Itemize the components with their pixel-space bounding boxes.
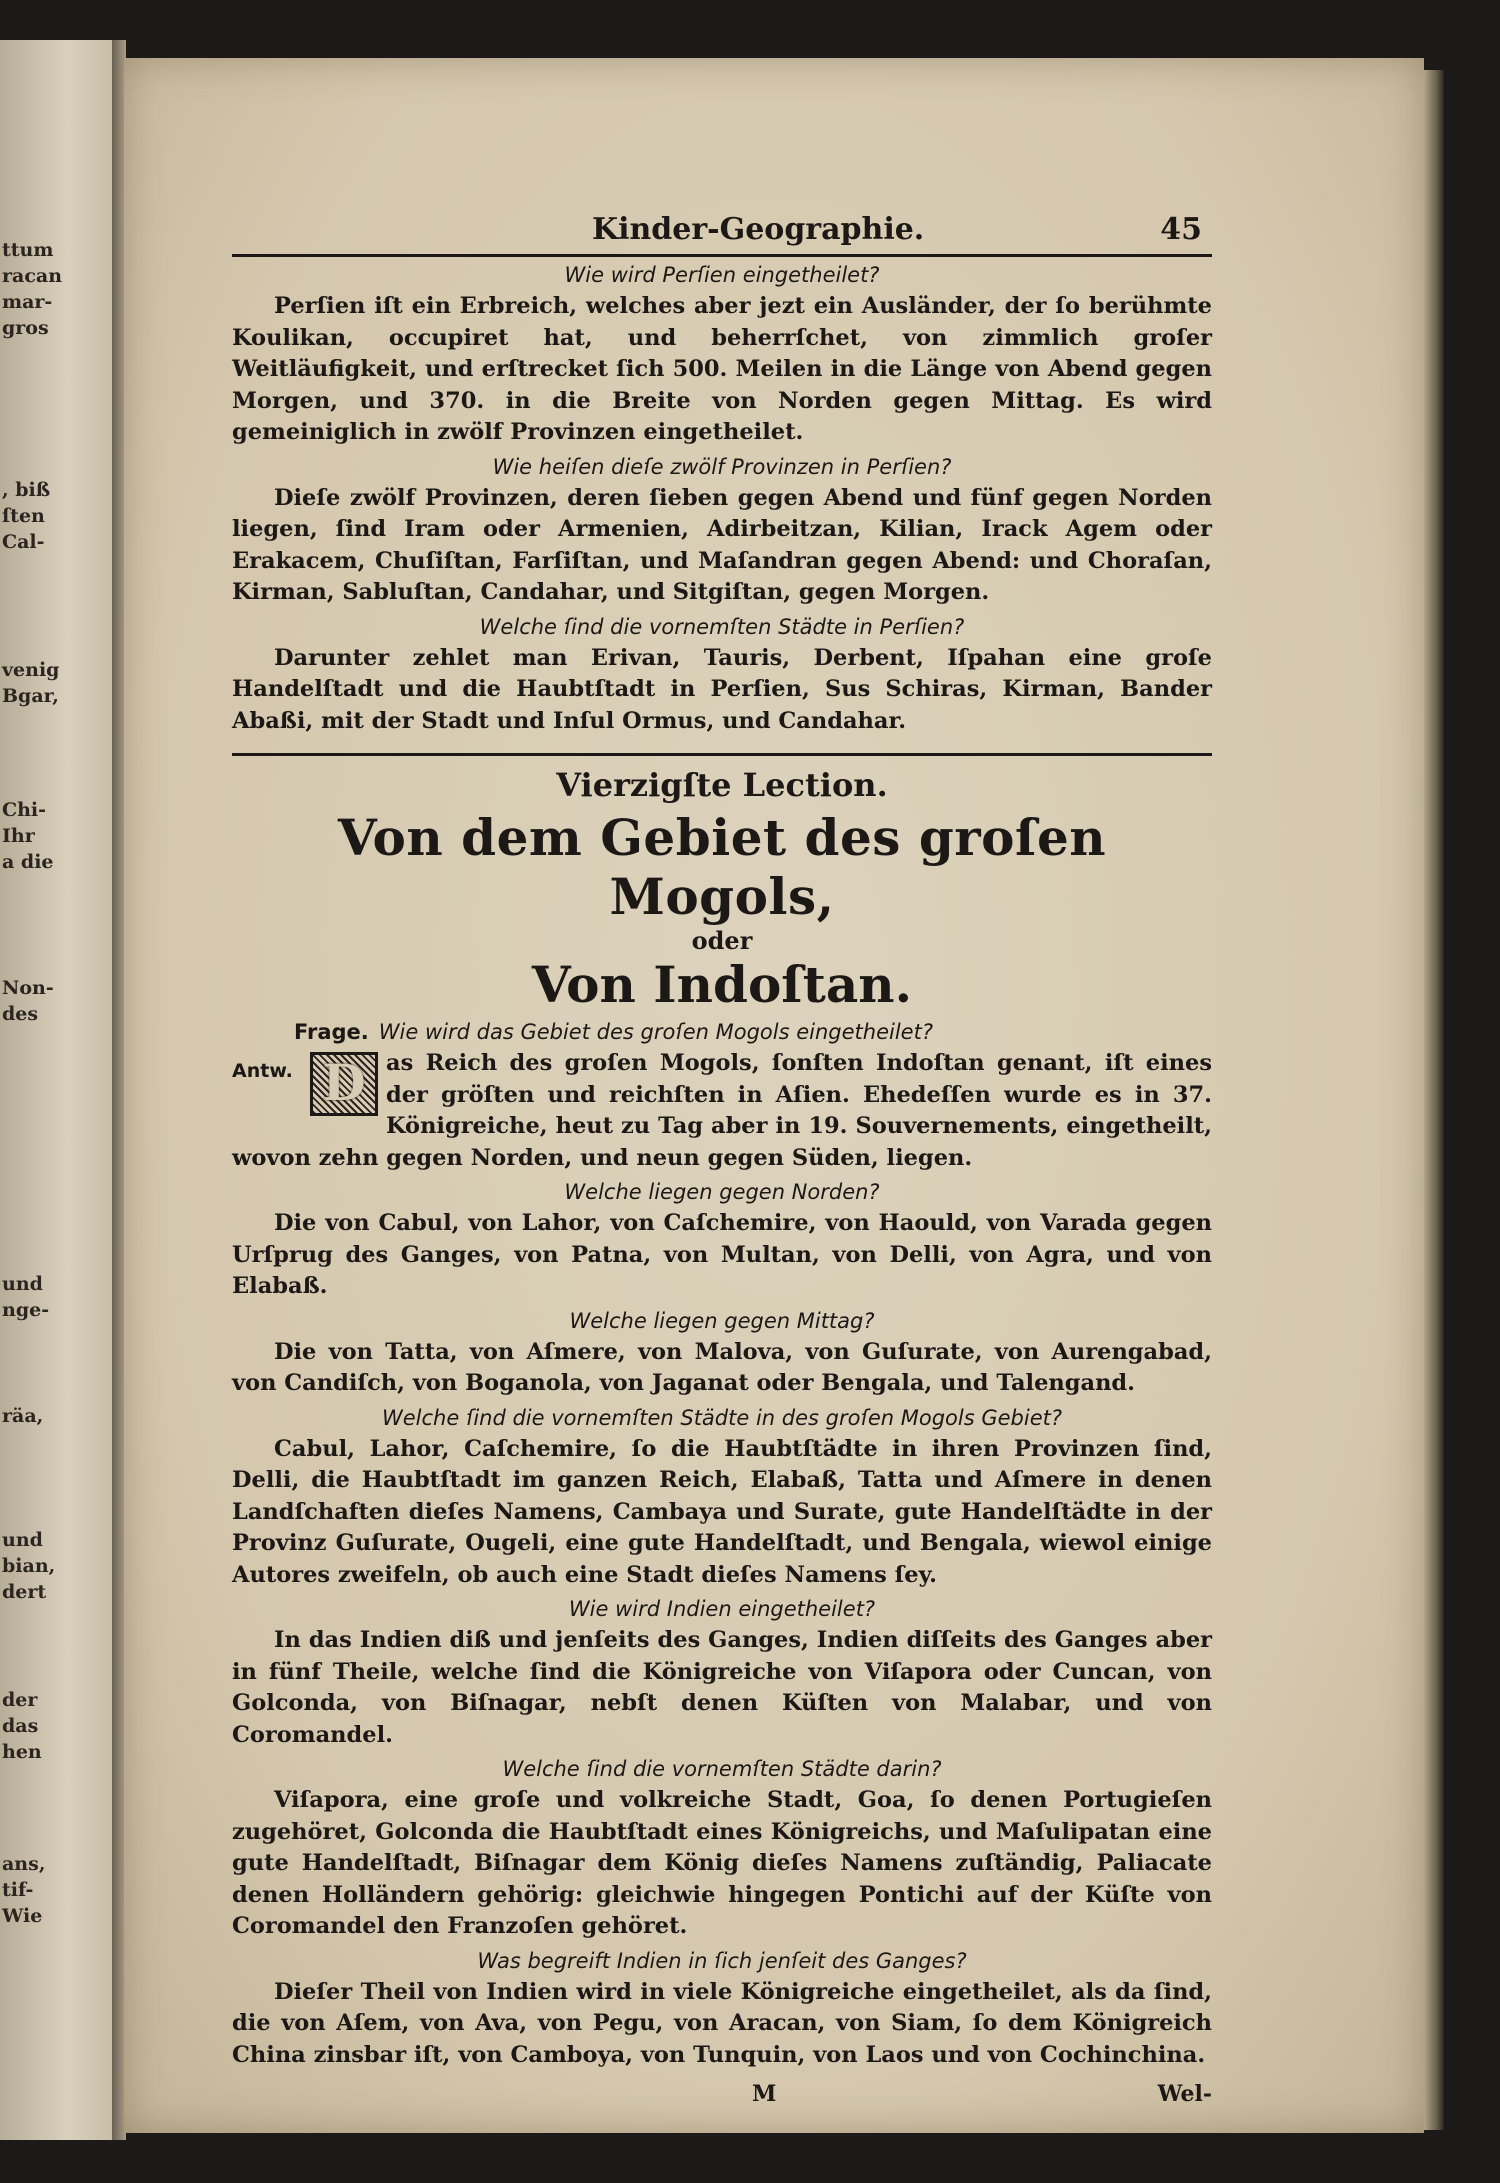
left-fragment: racan xyxy=(2,265,63,287)
question: Wie wird Indien eingetheilet? xyxy=(568,1597,876,1621)
signature-mark: M xyxy=(752,2081,777,2107)
question: Welche liegen gegen Mittag? xyxy=(569,1308,875,1333)
left-fragment: dert xyxy=(2,1581,47,1603)
left-fragment: venig xyxy=(2,659,60,681)
section-rule xyxy=(232,753,1212,756)
answer: Darunter zehlet man Erivan, Tauris, Derbent, Iſpahan eine groſe Handelſtadt und die Haubtſtadt in Perſien, Sus Schiras, Kirman, Bander Abaßi, mit der Stadt und Inſul Ormus, und Candahar. xyxy=(232,644,1212,734)
first-question xyxy=(294,1020,1212,1044)
lesson-title: Von dem Gebiet des groſen Mogols, xyxy=(337,808,1107,926)
question: Was begreift Indien in ſich jenſeit des Ganges? xyxy=(477,1948,967,1973)
left-fragment: das xyxy=(2,1715,39,1737)
decorated-initial: D xyxy=(310,1052,378,1116)
left-fragment: und xyxy=(2,1273,43,1295)
left-fragment: ſten xyxy=(2,505,45,527)
left-fragment: a die xyxy=(2,851,54,873)
text-block xyxy=(232,210,1212,2121)
page-number: 45 xyxy=(1160,212,1202,247)
left-fragment: der xyxy=(2,1689,38,1711)
running-head xyxy=(232,210,1212,257)
left-fragment: und xyxy=(2,1529,43,1551)
left-fragment: hen xyxy=(2,1741,42,1763)
left-fragment: , biß xyxy=(2,479,51,501)
first-answer xyxy=(232,1048,1212,1174)
left-fragment: Bgar, xyxy=(2,685,59,707)
book-edge xyxy=(1424,70,1444,2130)
left-fragment: räa, xyxy=(2,1405,44,1427)
answer: In das Indien diß und jenſeits des Ganges, Indien diſſeits des Ganges aber in fünf Theile, welche ſind die Königreiche von Viſapora oder Cuncan, von Golconda, von Biſnagar, nebſt denen Küſten von Malabar, und von Coromandel. xyxy=(232,1627,1212,1748)
left-page xyxy=(0,40,114,2140)
answer: Cabul, Lahor, Caſchemire, ſo die Haubtſtädte in ihren Provinzen ſind, Delli, die Haubtſtadt im ganzen Reich, Elabaß, Tatta und Aſmere in denen Landſchaften dieſes Namens, Cambaya und Surate, gute Handelſtädte in der Provinz Guſurate, Ougeli, eine gute Handelſtadt, und Bengala, wiewol einige Autores zweifeln, ob auch eine Stadt dieſes Namens ſey. xyxy=(232,1435,1212,1588)
question: Welche liegen gegen Norden? xyxy=(564,1180,880,1204)
left-fragment: nge- xyxy=(2,1299,50,1321)
answer: Dieſe zwölf Provinzen, deren ſieben gegen Abend und fünf gegen Norden liegen, ſind Iram oder Armenien, Adirbeitzan, Kilian, Irack Agem oder Erakacem, Chuſiſtan, Farſiſtan, und Maſandran gegen Abend: und Choraſan, Kirman, Sabluſtan, Candahar, und Sitgiſtan, gegen Morgen. xyxy=(232,484,1212,605)
left-fragment: tif- xyxy=(2,1879,34,1901)
left-fragment: Wie xyxy=(2,1905,43,1927)
left-fragment: Chi- xyxy=(2,799,47,821)
left-fragment: Cal- xyxy=(2,531,45,553)
lesson-number: Vierzigſte Lection. xyxy=(556,766,888,804)
question: Welche ſind die vornemſten Städte darin? xyxy=(502,1757,942,1781)
running-head-title: Kinder-Geographie. xyxy=(592,212,925,247)
left-fragment: gros xyxy=(2,317,49,339)
page-footer xyxy=(232,2081,1212,2121)
question: Welche ſind die vornemſten Städte in Perſien? xyxy=(479,614,965,639)
answer: Perſien iſt ein Erbreich, welches aber jezt ein Ausländer, der ſo berühmte Koulikan, occupiret hat, und beherrſchet, von zimmlich groſer Weitläufigkeit, und erſtrecket ſich 500. Meilen in die Länge von Abend gegen Morgen, und 370. in die Breite von Norden gegen Mittag. Es wird gemeiniglich in zwölf Provinzen eingetheilet. xyxy=(232,293,1212,445)
answer: Viſapora, eine groſe und volkreiche Stadt, Goa, ſo denen Portugieſen zugehöret, Golconda die Haubtſtadt eines Königreichs, und Maſulipatan eine gute Handelſtadt, Biſnagar dem König dieſes Namens zuſtändig, Paliacate denen Holländern gehörig: gleichwie hingegen Pontichi auf der Küſte von Coromandel den Franzoſen gehöret. xyxy=(232,1787,1212,1939)
antw-label: Antw. xyxy=(232,1060,293,1082)
lesson-subtitle: Von Indoſtan. xyxy=(531,955,913,1014)
left-fragment: bian, xyxy=(2,1555,56,1577)
left-fragment: mar- xyxy=(2,291,53,313)
question: Welche ſind die vornemſten Städte in des groſen Mogols Gebiet? xyxy=(381,1405,1063,1430)
question: Wie heiſen dieſe zwölf Provinzen in Perſien? xyxy=(492,454,952,479)
question: Wie wird Perſien eingetheilet? xyxy=(564,263,880,287)
answer: Die von Cabul, von Lahor, von Caſchemire, von Haould, von Varada gegen Urſprug des Ganges, von Patna, von Multan, von Delli, von Agra, und von Elabaß. xyxy=(232,1210,1212,1299)
frage-label: Frage. xyxy=(294,1020,369,1044)
left-fragment: ttum xyxy=(2,239,54,261)
answer-text: as Reich des groſen Mogols, ſonſten Indoſtan genant, iſt eines der gröſten und reichſten in Aſien. Ehedeſſen wurde es in 37. Königreiche, heut zu Tag aber in 19. Souvernements, eingetheilt, wovon zehn gegen Norden, und neun gegen Süden, liegen. xyxy=(232,1050,1212,1171)
left-fragment: Ihr xyxy=(2,825,35,847)
frage-text: Wie wird das Gebiet des groſen Mogols eingetheilet? xyxy=(378,1020,933,1044)
lesson-oder: oder xyxy=(691,926,753,955)
left-fragment: des xyxy=(2,1003,39,1025)
answer: Die von Tatta, von Aſmere, von Malova, von Guſurate, von Aurengabad, von Candiſch, von Boganola, von Jaganat oder Bengala, und Talengand. xyxy=(232,1338,1212,1396)
left-fragment: ans, xyxy=(2,1853,46,1875)
answer: Dieſer Theil von Indien wird in viele Königreiche eingetheilet, als da ſind, die von Aſem, von Ava, von Pegu, von Aracan, von Siam, ſo dem Königreich China zinsbar iſt, von Camboya, von Tunquin, von Laos und von Cochinchina. xyxy=(232,1978,1212,2068)
left-fragment: Non- xyxy=(2,977,54,999)
catchword: Wel- xyxy=(1157,2081,1212,2107)
